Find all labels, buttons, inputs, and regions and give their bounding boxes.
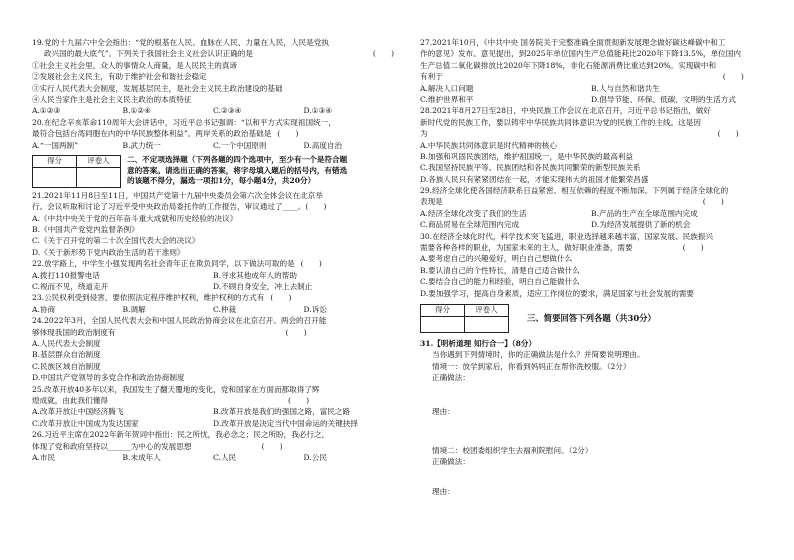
question-19 [32, 38, 394, 118]
score-box [420, 304, 509, 333]
section-2-header [32, 155, 394, 188]
correct-approach-label: 正确做法： [432, 457, 470, 467]
q24-stem-line: 够体现我国的政治制度有 ( ) [32, 327, 307, 337]
option-c[interactable]: C.《关于召开党的第二十次全国代表大会的决议》 [32, 236, 200, 246]
q21-stem-line: 行。会议听取和讨论了习近平受中央政治局委托作的工作报告，审议通过了____。( ) [32, 202, 327, 212]
q28-stem-line: 28.2021年8月27日至28日，中央民族工作会议在北京召开，习近平总书记指出，做好 [420, 106, 711, 116]
q22-stem: 22.放学路上，中学生小强发现两名社会青年正在欺负同学，以下做法可取的是 ( ) [32, 259, 322, 269]
q31-stem: 31.【明析道理 知行合一】（8分） [420, 338, 537, 348]
q22-options-row [32, 282, 394, 293]
option-b[interactable]: B.产品的生产在全球范围内完成 [591, 208, 698, 218]
option-a[interactable]: A.协商 [32, 304, 56, 314]
q31-instruction: 当你遇到下列情境时，你的正确做法是什么？并简要说明理由。 [432, 350, 645, 360]
q25-stem-line: 煌成就，由此我们懂得 ( ) [32, 395, 310, 405]
question-30 [420, 232, 762, 300]
option-b[interactable]: B.基层群众自治制度 [32, 350, 101, 360]
answer-space[interactable] [420, 385, 762, 407]
section-3-header [420, 304, 762, 333]
question-25 [32, 385, 394, 431]
option-c[interactable]: C.商品贸易在全球范围内完成 [420, 220, 520, 230]
q30-stem-line: 30.在经济全球化时代，科学技术突飞猛进，职业选择越来越丰富，国家发展、民族振兴 [420, 231, 714, 241]
question-29 [420, 186, 762, 232]
answer-bracket[interactable]: ( ) [270, 293, 292, 303]
q23-options [32, 305, 394, 316]
option-a[interactable]: A.“一国两制” [32, 140, 79, 150]
answer-bracket[interactable]: ( ) [717, 129, 739, 139]
q27-stem-line: 有利于 ( ) [420, 72, 744, 82]
option-c[interactable]: C.要结合自己的能力和经验，明白自己能做什么 [420, 277, 580, 287]
question-27 [420, 38, 762, 106]
option-c[interactable]: C.改革开放让中国成为发达国家 [32, 418, 139, 428]
option-a[interactable]: A.经济全球化改变了我们的生活 [420, 208, 527, 218]
option-a[interactable]: A.解决人口问题 [420, 83, 474, 93]
option-c[interactable]: C.视而不见，绕道走开 [32, 282, 109, 292]
q20-options [32, 141, 394, 152]
q31-scenario-2: 情境二：校团委组织学生去福利院慰问。（2分） [432, 445, 593, 455]
grader-label: 评卷人 [465, 304, 509, 316]
option-a[interactable]: A.市民 [32, 452, 56, 462]
option-b[interactable]: B.《中国共产党党内监督条例》 [32, 225, 139, 235]
q26-options [32, 453, 394, 464]
option-b[interactable]: B.①②④ [122, 106, 151, 116]
q29-stem-line: 表现是 ( ) [420, 197, 724, 207]
option-c[interactable]: C.民族区域自治制度 [32, 361, 101, 371]
grader-cell[interactable] [465, 316, 509, 332]
option-d[interactable]: D.高度自治 [303, 140, 343, 150]
answer-bracket[interactable]: ( ) [682, 243, 704, 253]
option-a[interactable]: A.《中共中央关于党的百年奋斗重大成就和历史经验的决议》 [32, 213, 238, 223]
option-d[interactable]: D.改革开放是决定当代中国命运的关键抉择 [213, 418, 358, 428]
answer-space[interactable] [420, 469, 762, 487]
option-b[interactable]: B.武力统一 [122, 140, 161, 150]
q19-item: ③实行人民代表大会制度，发展基层民主，是社会主义民主政治建设的基础 [32, 83, 283, 93]
question-31 [420, 339, 762, 498]
option-d[interactable]: D.中国共产党领导的多党合作和政治协商制度 [32, 373, 185, 383]
score-label: 得分 [421, 304, 465, 316]
answer-bracket[interactable]: ( ) [722, 72, 744, 82]
q29-options-row [420, 209, 762, 220]
question-21 [32, 191, 394, 259]
score-box [32, 155, 121, 188]
question-28 [420, 106, 762, 186]
question-20 [32, 118, 394, 152]
answer-bracket[interactable]: ( ) [285, 327, 307, 337]
q20-stem-line: 最符合包括台湾同胞在内的中华民族整体利益”。两岸关系的政治基础是 ( ) [32, 129, 299, 139]
q20-stem-line: 20.在纪念辛亥革命110周年大会讲话中，习近平总书记强调：“以和平方式实现祖国统一， [32, 117, 336, 127]
option-b[interactable]: B.加强和巩固民族团结，维护祖国统一，是中华民族的最高利益 [420, 151, 634, 161]
option-d[interactable]: D.各族人民只有紧紧团结在一起，才能实现伟大的祖国才能繁荣昌盛 [420, 174, 649, 184]
question-24 [32, 316, 394, 384]
reason-label: 理由： [432, 486, 455, 496]
q25-stem-line: 25.改革开放40多年以来，我国发生了翻天覆地的变化，党和国家在方面而都取得了辉 [32, 384, 320, 394]
q25-options-row [32, 407, 394, 418]
section-2-instructions: 二、不定项选择题（下列各题的四个选项中，至少有一个是符合题 意的答案。请选出正确的答案，将字母填入题后的括号内，有错选 的该题不得分，漏选一项扣1分，每小题4分，共20分） [127, 154, 348, 186]
q21-stem-line: 21.2021年11月8日至11日，中国共产党第十九届中央委员会第六次全体会议在北京举 [32, 190, 323, 200]
option-d[interactable]: D.倡导节能、环保、低碳、文明的生活方式 [591, 94, 736, 104]
option-b[interactable]: B.寻求其他成年人的帮助 [213, 270, 297, 280]
score-cell[interactable] [421, 316, 465, 332]
q30-stem-line: 需要各种各样的职业，为国家未来的主人，做好职业准备，需要 ( ) [420, 243, 704, 253]
option-d[interactable]: D.《关于新形势下党内政治生活的若干准则》 [32, 247, 185, 257]
option-b[interactable]: B.未成年人 [122, 452, 161, 462]
option-c[interactable]: C.维护世界和平 [420, 94, 474, 104]
q27-options-row [420, 84, 762, 95]
answer-bracket[interactable]: ( ) [300, 259, 322, 269]
q25-options-row [32, 419, 394, 430]
answer-bracket[interactable]: ( ) [372, 49, 394, 59]
option-c[interactable]: C.人民 [213, 452, 237, 462]
q27-stem-line: 生产总值二氧化碳排放比2020年下降18%，非化石能源消费比重达到20%。实现碳中和 [420, 60, 717, 70]
option-c[interactable]: C.一个中国原则 [213, 140, 267, 150]
option-d[interactable]: D.诉讼 [303, 304, 327, 314]
question-26 [32, 430, 394, 464]
grader-cell[interactable] [77, 167, 121, 187]
q27-stem-line: 27.2021年10月，《中共中央 国务院关于完整准确全面贯彻新发展理念做好碳达峰碳中和工 [420, 38, 726, 47]
option-b[interactable]: B.改革开放是我们的强国之路，富民之路 [213, 407, 351, 417]
q19-item: ②发展社会主义民主，有助于维护社会和谐社会稳定 [32, 72, 207, 82]
option-d[interactable]: D.不顾自身安全，冲上去制止 [213, 282, 313, 292]
q29-options-row [420, 220, 762, 231]
q31-scenario-1: 情境一：放学到家后，你看到妈妈正在帮你洗校服。（2分） [432, 361, 631, 371]
option-a[interactable]: A.人民代表大会制度 [32, 338, 101, 348]
q29-stem-line: 29.经济全球化使各国经济联系日益紧密、相互依赖的程度不断加深。下列属于经济全球化的 [420, 186, 729, 196]
option-d[interactable]: D.要加强学习，提高自身素质，适应工作岗位的要求，满足国家与社会发展的需要 [420, 288, 695, 298]
q28-stem-line: 新时代党的民族工作，要以铸牢中华民族共同体意识为党的民族工作的主线。这是因 [420, 117, 701, 127]
answer-bracket[interactable]: ( ) [287, 395, 310, 405]
q22-options-row [32, 271, 394, 282]
option-d[interactable]: D.公民 [303, 452, 327, 462]
q23-stem: 23.公民权利受到侵害，要依照法定程序维护权利，维护权利的方式有 ( ) [32, 293, 292, 303]
option-a[interactable]: A.要考虑自己的兴趣爱好，明白自己想做什么 [420, 254, 573, 264]
left-column [32, 38, 394, 464]
option-c[interactable]: C.②③④ [213, 106, 242, 116]
q26-stem-line: 26.习近平主席在2022年新年贺词中指出：民之所忧，我必念之；民之所盼，我必行之， [32, 430, 330, 440]
option-d[interactable]: D.①③④ [303, 106, 333, 116]
option-c[interactable]: C.我国坚持民族平等、民族团结和各民族共同繁荣的新型民族关系 [420, 163, 641, 173]
option-a[interactable]: A.拨打110报警电话 [32, 270, 100, 280]
q27-stem-line: 作的意见》发布。意见提出，到2025年单位国内生产总值能耗比2020年下降13.5%，单位国内 [420, 49, 741, 59]
option-b[interactable]: B.要认清自己的个性特长，清楚自己适合做什么 [420, 265, 580, 275]
reason-label: 理由： [432, 406, 455, 416]
section-3-title: 三、简要回答下列各题（共30分） [527, 313, 656, 324]
answer-bracket[interactable]: ( ) [702, 197, 724, 207]
answer-bracket[interactable]: ( ) [277, 129, 299, 139]
q19-stem-line: 政兴国的最大底气”。下列关于我国社会主义社会认识正确的是 ( ) [44, 49, 394, 59]
option-a[interactable]: A.①②③ [32, 106, 61, 116]
q19-item: ④人民当家作主是社会主义民主政治的本质特征 [32, 94, 192, 104]
answer-space[interactable] [420, 418, 762, 446]
question-22 [32, 259, 394, 293]
q19-stem-line: 19.党的十九届六中全会指出：“党的根基在人民、血脉在人民、力量在人民，人民是党执 [32, 38, 329, 47]
score-cell[interactable] [33, 167, 77, 187]
option-d[interactable]: D.为经济发展提供了新的机会 [591, 220, 691, 230]
q26-stem-line: 体现了党和政府坚持以______为中心的发展思想 ( ) [32, 441, 283, 451]
q19-options [32, 106, 394, 117]
option-a[interactable]: A.改革开放让中国经济腾飞 [32, 407, 124, 417]
q28-stem-line: 为 ( ) [420, 129, 739, 139]
right-column [420, 38, 762, 498]
grader-label: 评卷人 [77, 155, 121, 167]
option-b[interactable]: B.人与自然和谐共生 [591, 83, 660, 93]
q24-stem-line: 24.2022年3月，全国人民代表大会和中国人民政治协商会议在北京召开。两会的召开能 [32, 316, 327, 326]
q19-item: ①社会主义社会里，众人的事情众人商量，是人民民主的真谛 [32, 60, 238, 70]
correct-approach-label: 正确做法： [432, 373, 470, 383]
option-c[interactable]: C.仲裁 [213, 304, 237, 314]
option-b[interactable]: B.调解 [122, 304, 146, 314]
option-a[interactable]: A.中华民族共同体意识是时代精神的核心 [420, 140, 557, 150]
answer-bracket[interactable]: ( ) [261, 441, 283, 451]
question-23 [32, 293, 394, 316]
score-label: 得分 [33, 155, 77, 167]
q27-options-row [420, 95, 762, 106]
